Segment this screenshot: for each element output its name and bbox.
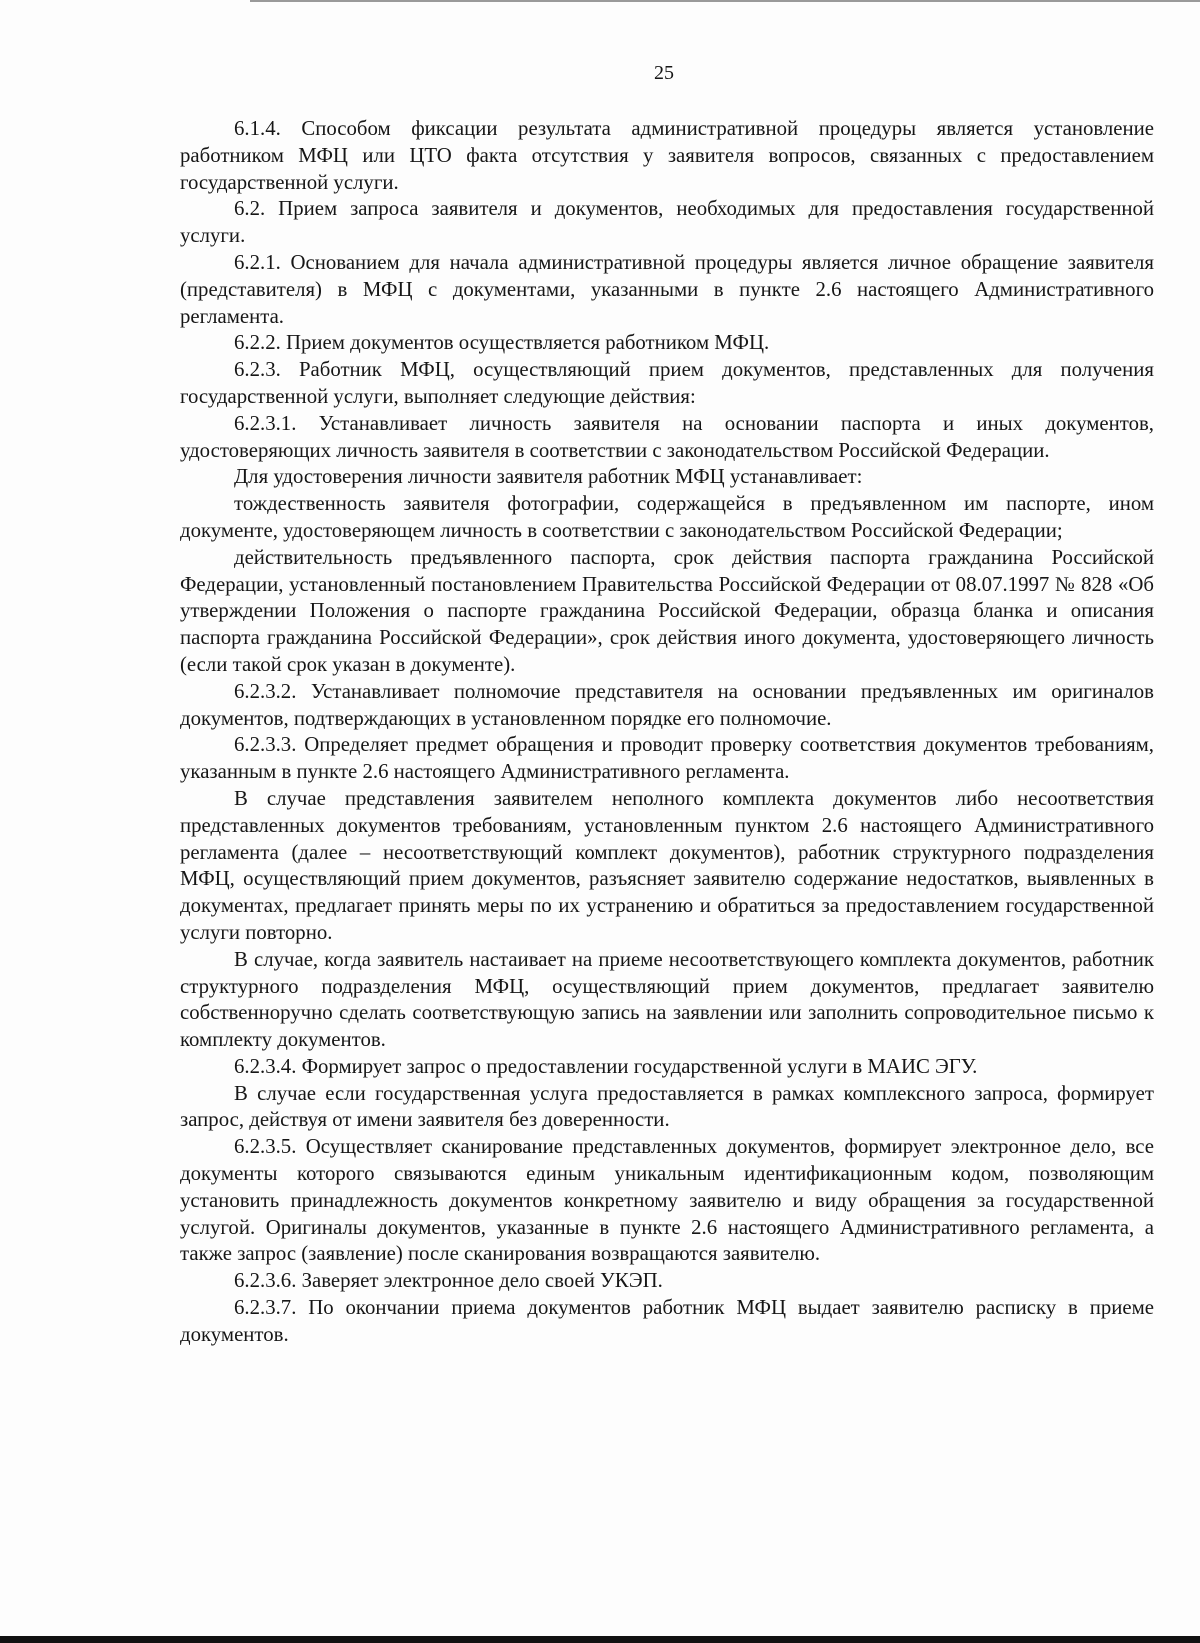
paragraph-6-2-3-6: 6.2.3.6. Заверяет электронное дело своей УКЭП. xyxy=(234,1269,663,1293)
scan-edge-top xyxy=(250,0,1200,2)
paragraph-6-1-4: 6.1.4. Способом фиксации результата административной процедуры является установление работником МФЦ или ЦТО факта отсутствия у заявителя вопросов, связанных с предоставлением государственной услуги. xyxy=(180,117,1154,194)
paragraph-identity-check: Для удостоверения личности заявителя работник МФЦ устанавливает: xyxy=(234,465,863,489)
paragraph-photo-identity: тождественность заявителя фотографии, содержащейся в предъявленном им паспорте, ином документе, удостоверяющем личность в соответствии с законодательством Российской Федерации; xyxy=(180,492,1154,542)
document-body xyxy=(180,116,1154,1349)
scan-edge-bottom xyxy=(0,1636,1200,1643)
paragraph-passport-validity: действительность предъявленного паспорта, срок действия паспорта гражданина Российской Федерации, установленный постановлением Правительства Российской Федерации от 08.07.1997 № 828 «Об утверждении Положения о паспорте гражданина Российской Федерации, образца бланка и описания паспорта гражданина Российской Федерации», срок действия иного документа, удостоверяющего личность (если такой срок указан в документе). xyxy=(180,545,1154,676)
paragraph-applicant-insists: В случае, когда заявитель настаивает на приеме несоответствующего комплекта документов, работник структурного подразделения МФЦ, осуществляющий прием документов, предлагает заявителю собственноручно сделать соответствующую запись на заявлении или заполнить сопроводительное письмо к комплекту документов. xyxy=(180,947,1154,1052)
paragraph-complex-request: В случае если государственная услуга предоставляется в рамках комплексного запроса, формирует запрос, действуя от имени заявителя без доверенности. xyxy=(180,1081,1154,1132)
paragraph-6-2-3-1: 6.2.3.1. Устанавливает личность заявителя на основании паспорта и иных документов, удостоверяющих личность заявителя в соответствии с законодательством Российской Федерации. xyxy=(180,411,1154,462)
paragraph-6-2-3-4: 6.2.3.4. Формирует запрос о предоставлении государственной услуги в МАИС ЭГУ. xyxy=(234,1054,978,1078)
paragraph-6-2-3-7: 6.2.3.7. По окончании приема документов работник МФЦ выдает заявителю расписку в приеме документов. xyxy=(180,1296,1154,1346)
paragraph-6-2-2: 6.2.2. Прием документов осуществляется работником МФЦ. xyxy=(234,331,770,355)
paragraph-6-2: 6.2. Прием запроса заявителя и документов, необходимых для предоставления государственной услуги. xyxy=(180,197,1154,248)
paragraph-incomplete-documents: В случае представления заявителем неполного комплекта документов либо несоответствия представленных документов требованиям, установленным пунктом 2.6 настоящего Административного регламента (далее – несоответствующий комплект документов), работник структурного подразделения МФЦ, осуществляющий прием документов, разъясняет заявителю содержание недостатков, выявленных в документах, предлагает принять меры по их устранению и обратиться за предоставлением государственной услуги повторно. xyxy=(180,786,1154,944)
paragraph-6-2-3: 6.2.3. Работник МФЦ, осуществляющий прием документов, представленных для получения государственной услуги, выполняет следующие действия: xyxy=(180,358,1154,408)
paragraph-6-2-3-2: 6.2.3.2. Устанавливает полномочие представителя на основании предъявленных им оригиналов документов, подтверждающих в установленном порядке его полномочие. xyxy=(180,679,1154,730)
paragraph-6-2-1: 6.2.1. Основанием для начала административной процедуры является личное обращение заявителя (представителя) в МФЦ с документами, указанными в пункте 2.6 настоящего Административного регламента. xyxy=(180,250,1154,328)
paragraph-6-2-3-5: 6.2.3.5. Осуществляет сканирование представленных документов, формирует электронное дело, все документы которого связываются единым уникальным идентификационным кодом, позволяющим установить принадлежность документов конкретному заявителю и виду обращения за государственной услугой. Оригиналы документов, указанные в пункте 2.6 настоящего Административного регламента, а также запрос (заявление) после сканирования возвращаются заявителю. xyxy=(180,1135,1154,1266)
page-number: 25 xyxy=(654,62,674,84)
paragraph-6-2-3-3: 6.2.3.3. Определяет предмет обращения и проводит проверку соответствия документов требованиям, указанным в пункте 2.6 настоящего Административного регламента. xyxy=(180,733,1154,784)
